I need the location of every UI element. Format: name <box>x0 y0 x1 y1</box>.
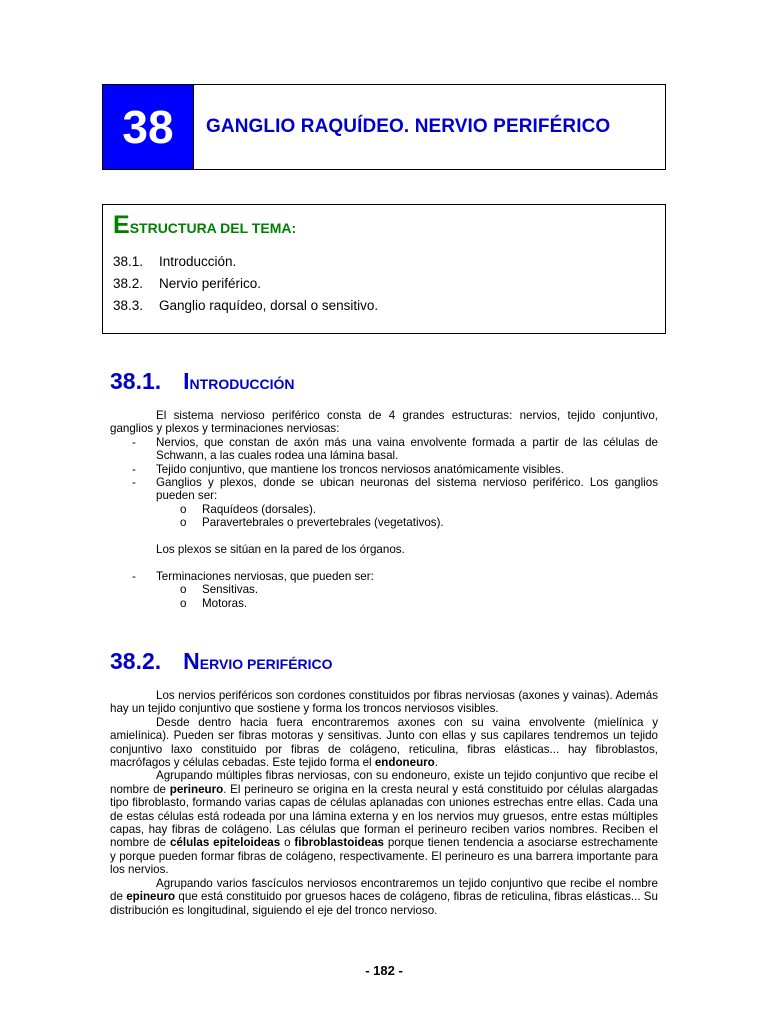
section-title-rest: ERVIO PERIFÉRICO <box>199 656 333 672</box>
term-celulas-epiteloideas: células epiteloideas <box>169 836 281 850</box>
bullet-icon: o <box>180 596 187 610</box>
list-item-text: Ganglios y plexos, donde se ubican neuronas del sistema nervioso periférico. Los ganglios pueden ser: <box>156 476 658 503</box>
sub-list-item <box>110 516 658 529</box>
toc-item-number: 38.2. <box>113 276 144 291</box>
section-title-rest: NTRODUCCIÓN <box>189 376 295 392</box>
page-number: - 182 - <box>365 963 403 978</box>
sub-list-item-text: Sensitivas. <box>202 583 259 597</box>
chapter-title: GANGLIO RAQUÍDEO. NERVIO PERIFÉRICO <box>193 85 665 169</box>
term-perineuro: perineuro <box>169 782 224 796</box>
sub-list-item-text: Motoras. <box>202 596 248 610</box>
section-title-cap: I <box>183 368 190 394</box>
section-heading-nervio-periferico <box>110 648 333 675</box>
toc-item-number: 38.1. <box>113 254 144 269</box>
list-item: - Terminaciones nerviosas, que pueden ser: <box>110 570 658 583</box>
list-item: - Tejido conjuntivo, que mantiene los troncos nerviosos anatómicamente visibles. <box>110 463 658 476</box>
bullet-icon: o <box>180 502 187 516</box>
toc-item-label: Introducción. <box>159 254 237 269</box>
paragraph: Los plexos se sitúan en la pared de los órganos. <box>156 543 405 557</box>
chapter-header <box>102 84 666 170</box>
section-body-nervio-periferico <box>110 689 658 917</box>
sub-list-item <box>110 503 658 516</box>
section-number: 38.1. <box>110 368 162 394</box>
bullet-icon: o <box>180 583 187 597</box>
section-number: 38.2. <box>110 648 162 674</box>
paragraph: El sistema nervioso periférico consta de 4 grandes estructuras: nervios, tejido conjuntivo, ganglios y plexos y terminaciones nerviosas: <box>110 409 658 436</box>
list-item-text: Nervios, que constan de axón más una vaina envolvente formada a partir de las células de Schwann, a las cuales rodea una lámina basal. <box>156 435 658 463</box>
paragraph: Agrupando varios fascículos nerviosos encontraremos un tejido conjuntivo que recibe el nombre de epineuro que está constituido por gruesos haces de colágeno, fibras de reticulina, fibras elásticas... Su distribución es longitudinal, siguiendo el eje del tronco nervioso. <box>110 876 658 917</box>
toc-item <box>113 254 655 269</box>
term-epineuro: epineuro <box>126 890 176 904</box>
section-body-introduccion <box>110 409 658 610</box>
list-item-text: Tejido conjuntivo, que mantiene los troncos nerviosos anatómicamente visibles. <box>156 462 564 476</box>
toc-item-number: 38.3. <box>113 298 144 313</box>
toc-item <box>113 276 655 291</box>
sub-list-item-text: Raquídeos (dorsales). <box>202 502 317 516</box>
bullet-icon: o <box>180 516 187 530</box>
term-endoneuro: endoneuro <box>374 756 435 770</box>
paragraph: Desde dentro hacia fuera encontraremos axones con su vaina envolvente (mielínica y amielínica). Pueden ser fibras motoras y sensitivas. Junto con ellas y sus capilares tendremos un tejido conjuntivo laxo constituido por fibras de colágeno, reticulina, fibras elásticas... hay fibroblastos, macrófagos y células cebadas. Este tejido forma el endoneuro. <box>110 715 658 770</box>
toc-item-label: Nervio periférico. <box>159 276 262 291</box>
structure-heading-cap: E <box>113 211 130 239</box>
toc-item-label: Ganglio raquídeo, dorsal o sensitivo. <box>159 298 379 313</box>
list-item: - Nervios, que constan de axón más una vaina envolvente formada a partir de las células de Schwann, a las cuales rodea una lámina basal. <box>132 435 658 463</box>
sub-list-item <box>110 597 658 610</box>
section-heading-introduccion <box>110 368 295 395</box>
list-item-text: Terminaciones nerviosas, que pueden ser: <box>156 569 374 583</box>
structure-box <box>102 204 666 334</box>
section-title-cap: N <box>183 648 200 674</box>
sub-list-item <box>110 583 658 596</box>
list-item: - Ganglios y plexos, donde se ubican neuronas del sistema nervioso periférico. Los ganglios pueden ser: <box>132 476 658 503</box>
paragraph: Agrupando múltiples fibras nerviosas, con su endoneuro, existe un tejido conjuntivo que recibe el nombre de perineuro. El perineuro se origina en la cresta neural y está constituido por células alargadas tipo fibroblasto, formando varias capas de células aplanadas con uniones estrechas entre ellas. Cada una de estas células está rodeada por una lámina externa y en los nervios muy gruesos, entre estas múltiples capas, hay fibras de colágeno. Las células que forman el perineuro reciben varios nombres. Reciben el nombre de células epiteloideas o fibroblastoideas porque tienen tendencia a asociarse estrechamente y porque pueden formar fibras de colágeno, respectivamente. El perineuro es una barrera importante para los nervios. <box>110 769 659 877</box>
toc-item <box>113 298 655 313</box>
paragraph: Los nervios periféricos son cordones constituidos por fibras nerviosas (axones y vainas). Además hay un tejido conjuntivo que sostiene y forma los troncos nerviosos visibles. <box>110 689 658 716</box>
structure-heading-rest: STRUCTURA DEL TEMA: <box>129 220 297 236</box>
structure-heading <box>113 211 655 240</box>
chapter-number: 38 <box>103 85 193 169</box>
term-fibroblastoideas: fibroblastoideas <box>294 836 384 850</box>
sub-list-item-text: Paravertebrales o prevertebrales (vegetativos). <box>202 516 444 530</box>
